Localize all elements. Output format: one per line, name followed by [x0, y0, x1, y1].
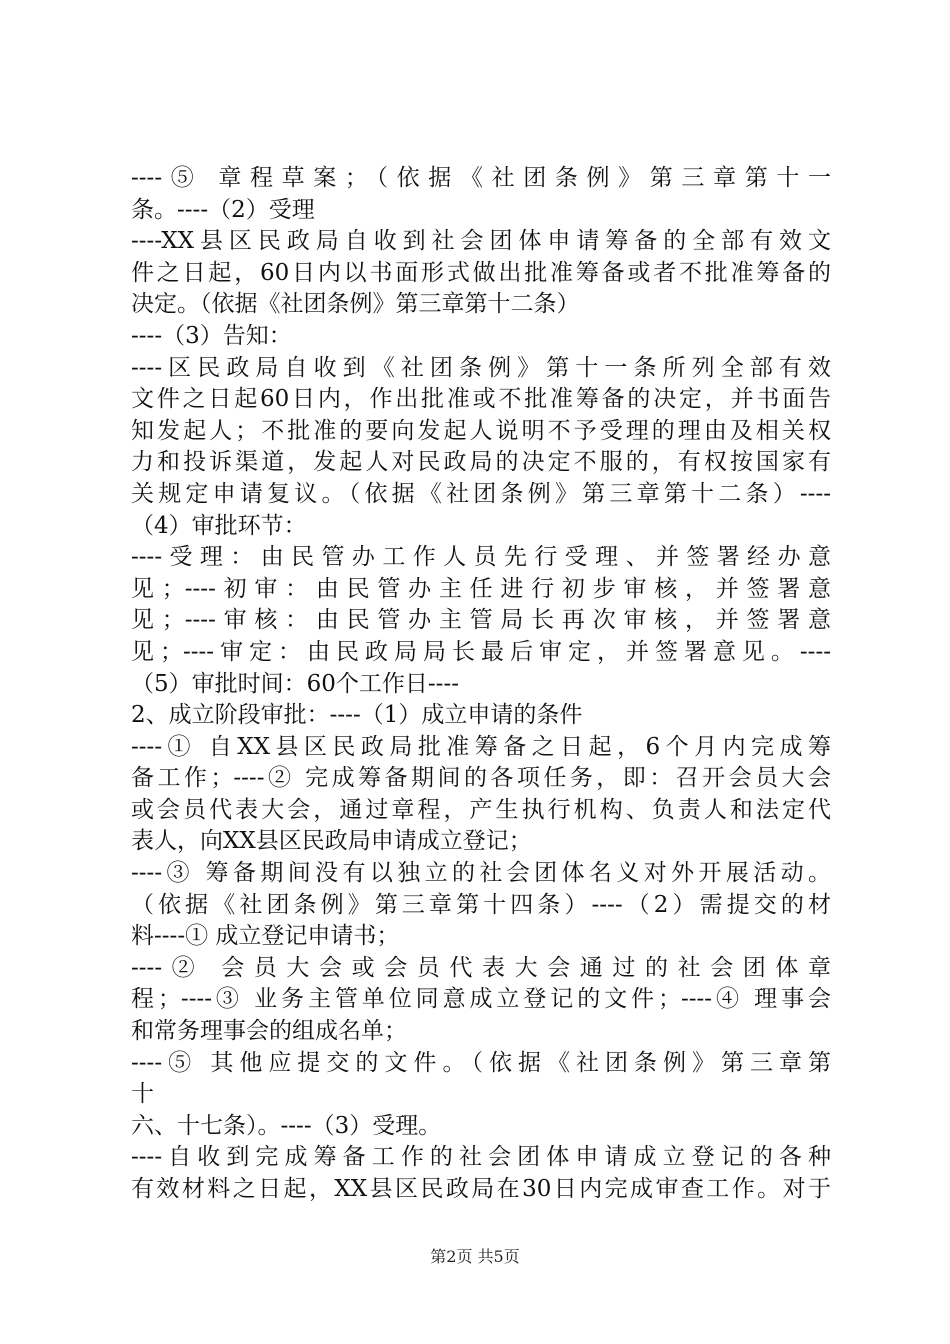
text-line: 见；----审定：由民政局局长最后审定，并签署意见。---- [131, 638, 831, 665]
text-line: ----自收到完成筹备工作的社会团体申请成立登记的各种 [131, 1144, 831, 1171]
text-line: ----⑤ 章程草案；（依据《社团条例》第三章第十一 [131, 165, 831, 191]
text-line: ----区民政局自收到《社团条例》第十一条所列全部有效 [131, 354, 831, 381]
text-line: 见；----初审：由民管办主任进行初步审核，并签署意 [131, 575, 831, 602]
text-line: 料----① 成立登记申请书； [131, 923, 400, 950]
text-line: 有效材料之日起，XX县区民政局在30日内完成审查工作。对于 [131, 1176, 831, 1202]
text-line: ----（3）告知： [131, 322, 292, 349]
document-body [131, 163, 831, 1206]
text-line: ----② 会员大会或会员代表大会通过的社会团体章 [131, 954, 831, 981]
text-line: 件之日起，60日内以书面形式做出批准筹备或者不批准筹备的 [131, 259, 831, 286]
text-line: 十 [131, 1081, 154, 1108]
text-line: 或会员代表大会，通过章程，产生执行机构、负责人和法定代 [131, 796, 831, 823]
text-line: （5）审批时间：60个工作日---- [131, 670, 459, 697]
page-footer: 第2页 共5页 [430, 1247, 520, 1266]
text-line: 程；----③ 业务主管单位同意成立登记的文件；----④ 理事会 [131, 986, 831, 1013]
text-line: （4）审批环节： [131, 512, 307, 539]
text-line: 表人，向XX县区民政局申请成立登记； [131, 828, 532, 855]
text-line: 备工作；----② 完成筹备期间的各项任务，即：召开会员大会 [131, 765, 831, 792]
text-line: 文件之日起60日内，作出批准或不批准筹备的决定，并书面告 [131, 386, 831, 413]
text-line: ----XX县区民政局自收到社会团体申请筹备的全部有效文 [131, 228, 831, 255]
text-line: 关规定申请复议。（依据《社团条例》第三章第十二条）---- [131, 480, 831, 507]
text-line: 和常务理事会的组成名单； [131, 1018, 407, 1045]
text-line: 知发起人；不批准的要向发起人说明不予受理的理由及相关权 [131, 417, 831, 444]
text-line: 条。----（2）受理 [131, 196, 315, 223]
text-line: 见；----审核：由民管办主管局长再次审核，并签署意 [131, 607, 831, 634]
text-line: 六、十七条）。----（3）受理。 [131, 1112, 442, 1139]
text-line: 力和投诉渠道，发起人对民政局的决定不服的，有权按国家有 [131, 449, 831, 476]
text-line: 2、成立阶段审批：----（1）成立申请的条件 [131, 702, 583, 729]
text-line: ----⑤ 其他应提交的文件。（依据《社团条例》第三章第 [131, 1049, 831, 1076]
text-line: 决定。（依据《社团条例》第三章第十二条） [131, 291, 580, 318]
text-line: ----① 自XX县区民政局批准筹备之日起，6个月内完成筹 [131, 733, 831, 760]
text-line: ----受理：由民管办工作人员先行受理、并签署经办意 [131, 544, 831, 571]
text-line: （依据《社团条例》第三章第十四条）----（2）需提交的材 [131, 891, 831, 918]
text-line: ----③ 筹备期间没有以独立的社会团体名义对外开展活动。 [131, 860, 831, 887]
